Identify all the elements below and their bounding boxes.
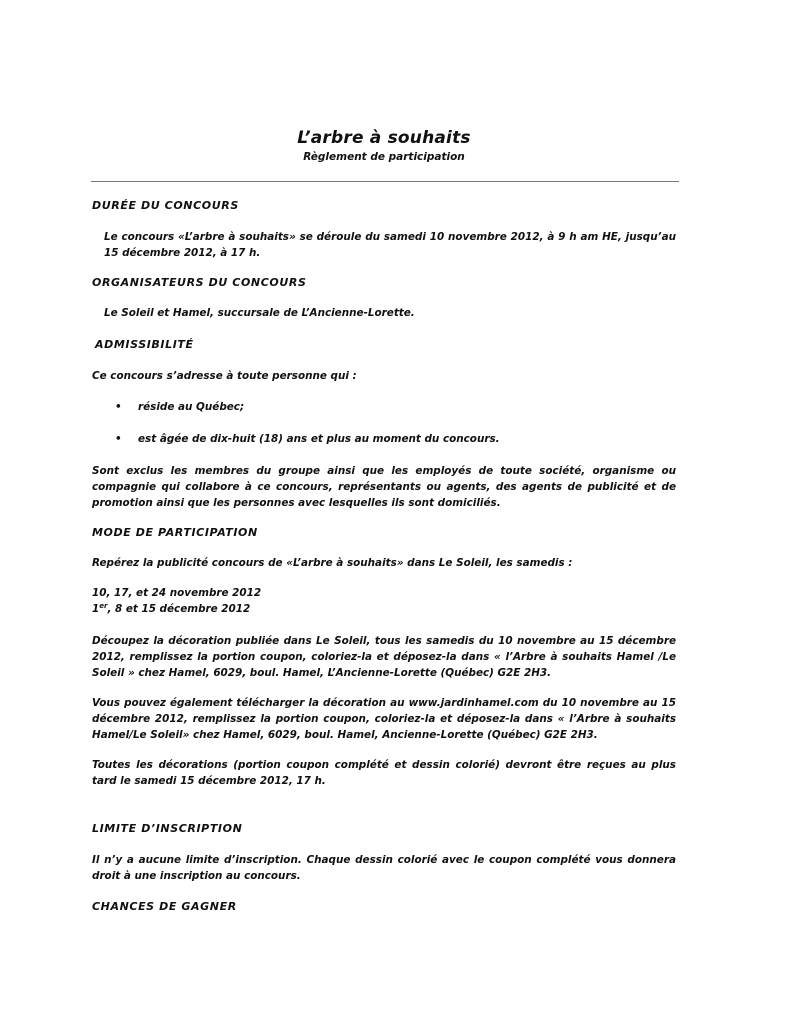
section-heading-chances: CHANCES DE GAGNER: [92, 900, 237, 913]
section-heading-mode: MODE DE PARTICIPATION: [92, 526, 258, 539]
mode-dates-november: 10, 17, et 24 novembre 2012: [92, 587, 262, 599]
mode-intro: Repérez la publicité concours de «L’arbre à souhaits» dans Le Soleil, les samedis :: [92, 557, 573, 569]
section-heading-duree: DURÉE DU CONCOURS: [92, 199, 239, 212]
duree-text: Le concours «L’arbre à souhaits» se déroule du samedi 10 novembre 2012, à 9 h am HE, jusqu’au 15 décembre 2012, à 17 h.: [104, 231, 676, 259]
bullet-dot: •: [115, 401, 122, 413]
section-heading-limite: LIMITE D’INSCRIPTION: [92, 822, 243, 835]
mode-paragraph-1: Découpez la décoration publiée dans Le Soleil, tous les samedis du 10 novembre au 15 décembre 2012, remplissez la portion coupon, coloriez-la et déposez-la dans « l’Arbre à souhaits Hamel /Le Soleil » chez Hamel, 6029, boul. Hamel, L’Ancienne-Lorette (Québec) G2E 2H3.: [92, 635, 676, 679]
mode-dates-rest: , 8 et 15 décembre 2012: [107, 603, 251, 615]
limite-text: Il n’y a aucune limite d’inscription. Chaque dessin colorié avec le coupon complété vous donnera droit à une inscription au concours.: [92, 854, 676, 882]
bullet-dot: •: [115, 433, 122, 445]
section-heading-organisateurs: ORGANISATEURS DU CONCOURS: [92, 276, 307, 289]
mode-dates-first: 1: [92, 603, 100, 615]
document-title: L’arbre à souhaits: [297, 128, 471, 148]
mode-paragraph-2: Vous pouvez également télécharger la décoration au www.jardinhamel.com du 10 novembre au 15 décembre 2012, remplissez la portion coupon, coloriez-la et déposez-la dans « l’Arbre à souhaits Hamel/Le Soleil» chez Hamel, 6029, boul. Hamel, Ancienne-Lorette (Québec) G2E 2H3.: [92, 697, 676, 741]
admissibilite-bullet-2: est âgée de dix-huit (18) ans et plus au moment du concours.: [138, 433, 500, 445]
mode-dates-december: [92, 603, 250, 615]
header-divider: [91, 181, 679, 182]
section-heading-admissibilite: ADMISSIBILITÉ: [95, 338, 194, 351]
admissibilite-intro: Ce concours s’adresse à toute personne qui :: [92, 370, 357, 382]
mode-paragraph-3: Toutes les décorations (portion coupon complété et dessin colorié) devront être reçues au plus tard le samedi 15 décembre 2012, 17 h.: [92, 759, 676, 787]
mode-dates-ordinal: er: [99, 602, 108, 610]
organisateurs-text: Le Soleil et Hamel, succursale de L’Ancienne-Lorette.: [104, 307, 415, 319]
document-subtitle: Règlement de participation: [303, 151, 465, 163]
admissibilite-exclusion: Sont exclus les membres du groupe ainsi que les employés de toute société, organisme ou compagnie qui collabore à ce concours, représentants ou agents, des agents de publicité et de promotion ainsi que les personnes avec lesquelles ils sont domiciliés.: [92, 465, 676, 509]
admissibilite-bullet-1: réside au Québec;: [138, 401, 245, 413]
